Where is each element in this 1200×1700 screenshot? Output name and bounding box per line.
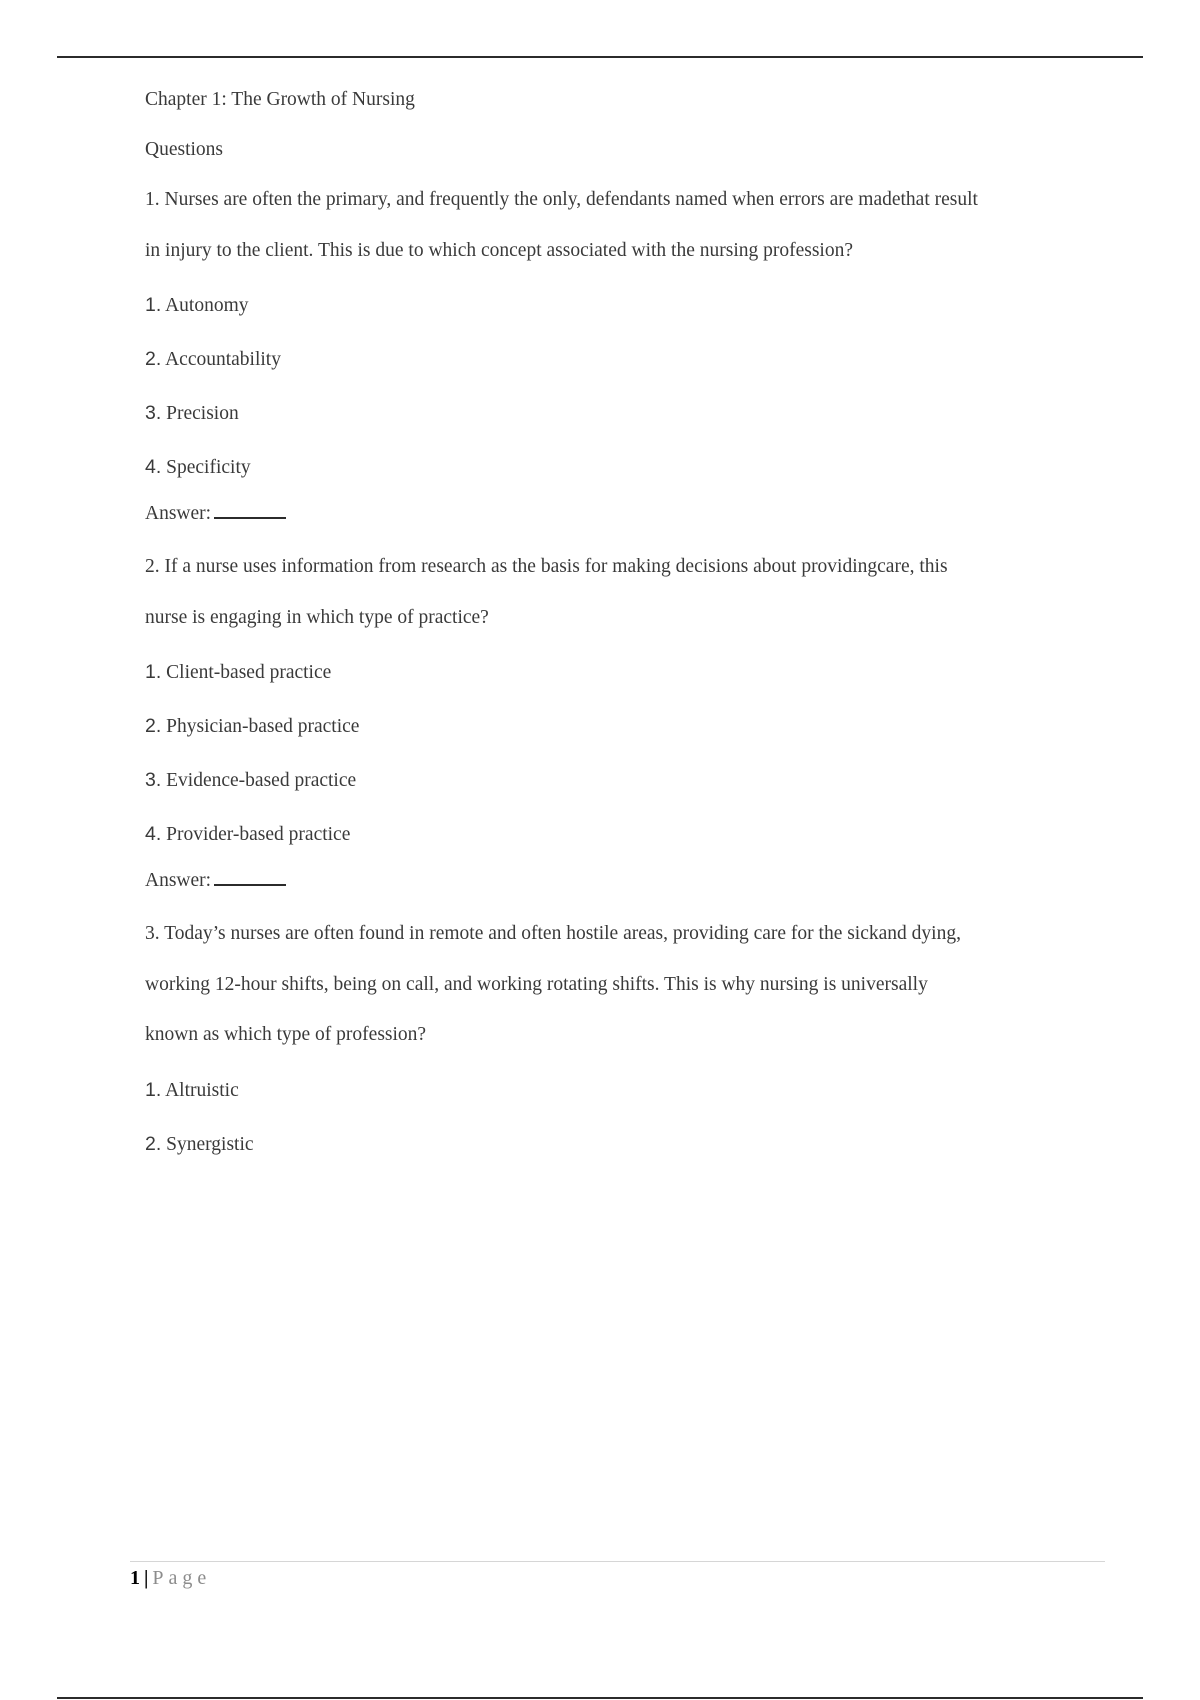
answer-option bbox=[145, 335, 1080, 389]
page-footer bbox=[130, 1565, 211, 1591]
option-text: Accountability bbox=[165, 349, 281, 370]
page-number: 1 bbox=[130, 1567, 140, 1589]
question-text-line: 2. If a nurse uses information from research as the basis for making decisions about providingcare, this bbox=[145, 556, 948, 577]
answer-blank bbox=[214, 864, 286, 886]
question-3 bbox=[145, 914, 1080, 1174]
option-number: 1. bbox=[145, 661, 162, 683]
answer-option bbox=[145, 281, 1080, 335]
question-text-line: 1. Nurses are often the primary, and frequently the only, defendants named when errors are madethat result bbox=[145, 189, 978, 210]
option-number: 4. bbox=[145, 823, 162, 845]
option-text: Physician-based practice bbox=[166, 716, 360, 737]
option-number: 1. bbox=[145, 1078, 162, 1101]
document-body bbox=[145, 80, 1080, 1174]
answer-label: Answer: bbox=[145, 870, 212, 891]
bottom-rule bbox=[57, 1697, 1143, 1699]
answer-option bbox=[145, 648, 1080, 702]
option-text: Provider-based practice bbox=[166, 824, 351, 845]
option-text: Autonomy bbox=[165, 295, 249, 316]
question-text-line: nurse is engaging in which type of practice? bbox=[145, 606, 489, 628]
answer-option bbox=[145, 443, 1080, 497]
question-text-line: in injury to the client. This is due to which concept associated with the nursing profession? bbox=[145, 239, 853, 261]
top-rule bbox=[57, 56, 1143, 58]
option-number: 2. bbox=[145, 715, 162, 737]
answer-option bbox=[145, 1120, 1080, 1174]
option-text: Evidence-based practice bbox=[166, 770, 357, 791]
footer-rule bbox=[130, 1561, 1105, 1562]
answer-option bbox=[145, 810, 1080, 864]
option-number: 2. bbox=[145, 348, 162, 370]
option-text: Precision bbox=[166, 403, 239, 424]
answer-option bbox=[145, 1066, 1080, 1120]
answer-line bbox=[145, 497, 1080, 547]
answer-label: Answer: bbox=[145, 503, 212, 524]
page-label: Page bbox=[152, 1567, 212, 1589]
question-1 bbox=[145, 180, 1080, 547]
question-2 bbox=[145, 547, 1080, 914]
answer-line bbox=[145, 864, 1080, 914]
option-number: 1. bbox=[145, 294, 162, 316]
option-number: 2. bbox=[145, 1132, 162, 1155]
question-text-line: known as which type of profession? bbox=[145, 1024, 427, 1045]
option-number: 3. bbox=[145, 769, 162, 791]
answer-option bbox=[145, 756, 1080, 810]
question-text-line: 3. Today’s nurses are often found in remote and often hostile areas, providing care for the sickand dying, bbox=[145, 923, 961, 944]
chapter-title: Chapter 1: The Growth of Nursing bbox=[145, 89, 415, 110]
option-text: Synergistic bbox=[166, 1133, 254, 1155]
option-number: 4. bbox=[145, 456, 162, 478]
answer-blank bbox=[214, 497, 286, 519]
footer-separator: | bbox=[144, 1567, 149, 1589]
answer-option bbox=[145, 389, 1080, 443]
option-number: 3. bbox=[145, 402, 162, 424]
option-text: Client-based practice bbox=[166, 662, 332, 683]
question-text-line: working 12-hour shifts, being on call, and working rotating shifts. This is why nursing is universally bbox=[145, 973, 928, 995]
option-text: Altruistic bbox=[165, 1079, 239, 1101]
option-text: Specificity bbox=[166, 457, 251, 478]
section-label: Questions bbox=[145, 139, 223, 160]
answer-option bbox=[145, 702, 1080, 756]
